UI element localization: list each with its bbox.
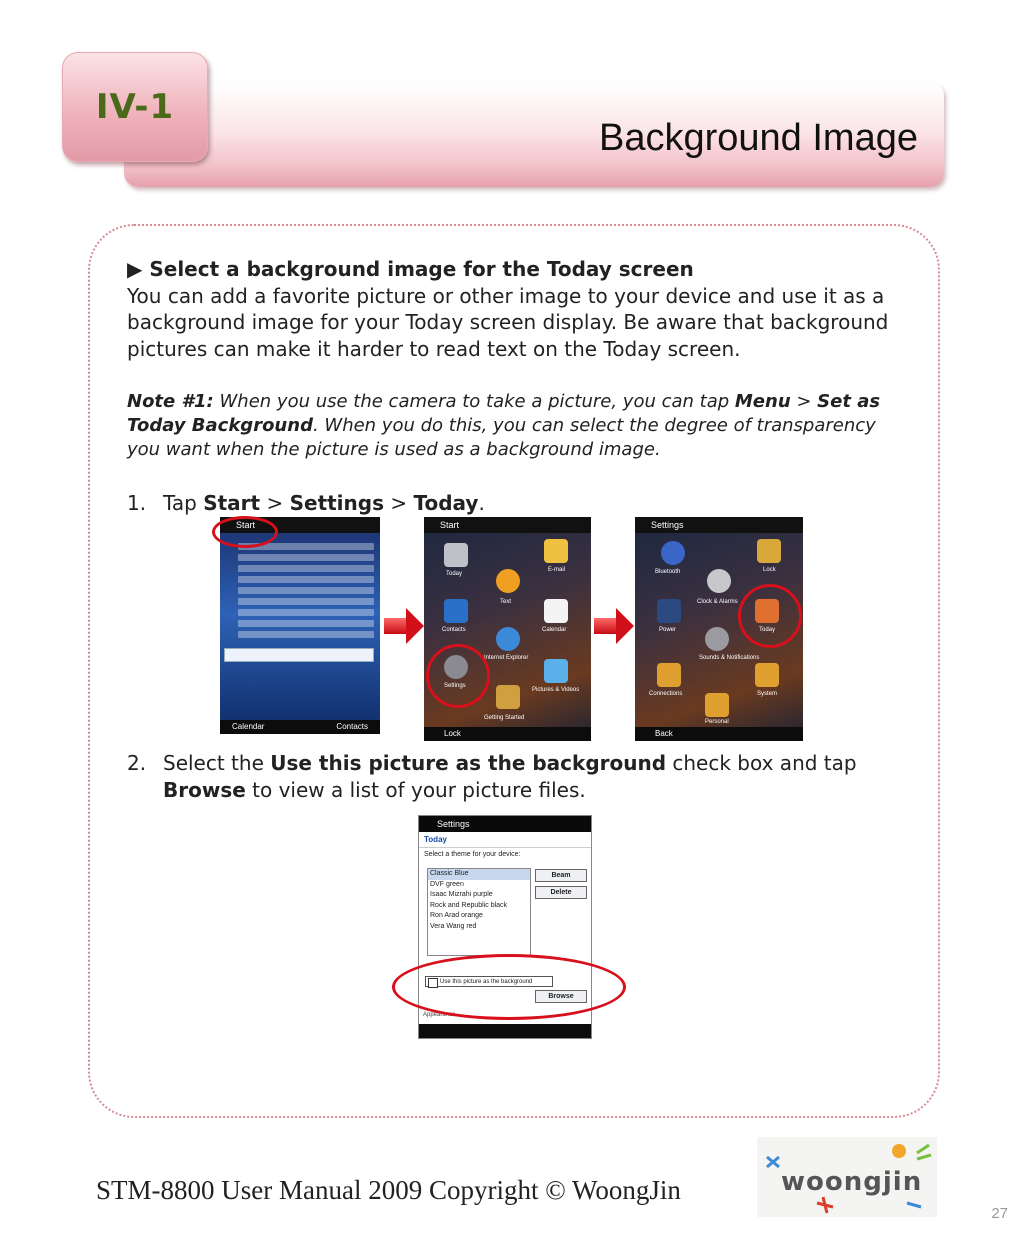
tile-label-pictures: Pictures & Videos <box>532 687 580 693</box>
tile-label-today: Today <box>759 627 776 633</box>
phone3-titlebar: Settings <box>635 517 803 533</box>
softkey-lock: Lock <box>444 729 461 738</box>
today-row <box>238 609 374 616</box>
phone2-titlebar: Start <box>424 517 591 533</box>
tile-label-calendar: Calendar <box>542 627 567 633</box>
step-2-browse: Browse <box>163 777 246 802</box>
theme-item: Ron Arad orange <box>430 912 483 919</box>
phone3-softkeys <box>635 727 803 741</box>
note-text-2: . When you do this, you can select the degree of transparency you want when the picture is used as a background image. <box>127 415 876 460</box>
tile-label-system: System <box>757 691 778 697</box>
page-number: 27 <box>991 1205 1008 1222</box>
tile-label-ie: Internet Explorer <box>484 655 529 661</box>
phone4-titlebar: Settings <box>419 816 591 832</box>
page-title: Background Image <box>599 117 918 159</box>
today-row <box>238 620 374 627</box>
browse-button: Browse <box>535 990 587 1003</box>
step-1-tap: Tap <box>163 491 204 515</box>
tile-label-power: Power <box>659 627 677 633</box>
arrow-right-icon <box>594 608 638 644</box>
today-screen-screenshot <box>220 517 380 734</box>
tile-label-bluetooth: Bluetooth <box>655 569 681 575</box>
text-icon <box>496 569 520 593</box>
use-picture-label: Use this picture as the background <box>440 979 533 985</box>
theme-item: Classic Blue <box>428 869 530 880</box>
beam-button: Beam <box>535 869 587 882</box>
contacts-icon <box>444 599 468 623</box>
phone4-subtitle: Today <box>419 832 591 848</box>
note-label: Note #1: <box>127 391 214 412</box>
woongjin-logo <box>757 1137 937 1217</box>
tile-label-text: Text <box>500 599 512 605</box>
note-text-1: When you use the camera to take a picture, you can tap <box>219 391 735 412</box>
delete-button: Delete <box>535 886 587 899</box>
sounds-icon <box>705 627 729 651</box>
chapter-tab <box>62 52 208 162</box>
phone1-titlebar: Start <box>220 517 380 533</box>
step-1-today: Today <box>413 491 479 515</box>
today-row <box>238 631 374 638</box>
connections-icon <box>657 663 681 687</box>
tile-label-today: Today <box>446 571 463 577</box>
tile-label-personal: Personal <box>705 719 729 725</box>
chapter-label: IV-1 <box>95 87 175 127</box>
theme-item: Isaac Mizrahi purple <box>430 891 493 898</box>
tile-label-email: E-mail <box>548 567 566 573</box>
step-1-settings: Settings <box>289 491 384 515</box>
note-set-as: Set as Today Background <box>127 391 881 436</box>
step-2 <box>127 750 902 803</box>
today-row <box>238 565 374 572</box>
bluetooth-icon <box>661 541 685 565</box>
clock-icon <box>707 569 731 593</box>
power-icon <box>657 599 681 623</box>
note-sep: > <box>790 391 818 412</box>
theme-item: Vera Wang red <box>430 922 477 930</box>
appearance-tab: Appearance <box>423 1012 456 1018</box>
internet-explorer-icon <box>496 627 520 651</box>
today-row <box>238 576 374 583</box>
softkey-calendar: Calendar <box>232 722 265 731</box>
lock-icon <box>757 539 781 563</box>
softkey-contacts: Contacts <box>336 722 368 731</box>
step-2-text-1: Select the <box>163 751 271 775</box>
theme-list <box>427 868 531 956</box>
pictures-icon <box>544 659 568 683</box>
step-1-sep-1: > <box>260 491 290 515</box>
intro-paragraph: You can add a favorite picture or other image to your device and use it as a background image for your Today screen display. Be aware that background pictures can make it harder to read text on the Today screen. <box>127 283 889 361</box>
step-2-number: 2. <box>127 751 147 775</box>
theme-item: DVF green <box>430 880 464 888</box>
arrow-right-icon <box>384 608 428 644</box>
today-row <box>238 554 374 561</box>
tile-label-sounds: Sounds & Notifications <box>699 655 760 661</box>
tile-label-connections: Connections <box>649 691 683 697</box>
step-2-checkbox-name: Use this picture as the background <box>270 751 667 775</box>
section-heading: ▶ Select a background image for the Today screen <box>127 257 694 281</box>
highlight-checkbox-ring <box>392 954 626 1020</box>
theme-item: Rock and Republic black <box>430 901 508 909</box>
highlight-start-ring <box>212 516 278 548</box>
step-2-text-3: to view a list of your picture files. <box>245 777 586 802</box>
getting-started-icon <box>496 685 520 709</box>
system-icon <box>755 663 779 687</box>
today-search-box <box>224 648 374 662</box>
step-1-end: . <box>478 491 485 515</box>
step-1 <box>127 490 902 517</box>
note-menu: Menu <box>734 391 791 412</box>
logo-wordmark: woongjin <box>781 1167 923 1197</box>
step-1-number: 1. <box>127 491 147 515</box>
highlight-today-ring <box>738 584 802 648</box>
phone4-softkeys <box>419 1024 591 1038</box>
tile-label-settings: Settings <box>444 683 466 689</box>
theme-select-label: Select a theme for your device: <box>424 851 521 858</box>
highlight-settings-ring <box>426 644 490 708</box>
email-icon <box>544 539 568 563</box>
title-bar <box>124 83 944 187</box>
today-row <box>238 587 374 594</box>
tile-label-clock: Clock & Alarms <box>697 599 738 605</box>
phone1-softkeys <box>220 720 380 734</box>
step-1-start: Start <box>203 491 261 515</box>
step-1-sep-2: > <box>384 491 414 515</box>
phone2-softkeys <box>424 727 591 741</box>
note-paragraph <box>127 390 902 462</box>
step-2-text-2: check box and tap <box>666 751 857 775</box>
content-body <box>127 256 902 517</box>
today-icon <box>444 543 468 567</box>
today-row <box>238 598 374 605</box>
tile-label-getting-started: Getting Started <box>484 715 525 721</box>
softkey-back: Back <box>655 729 673 738</box>
tile-label-lock: Lock <box>763 567 776 573</box>
footer-copyright: STM-8800 User Manual 2009 Copyright © WoongJin <box>96 1175 681 1205</box>
start-menu-screenshot <box>424 517 591 741</box>
tile-label-contacts: Contacts <box>442 627 466 633</box>
calendar-icon <box>544 599 568 623</box>
personal-icon <box>705 693 729 717</box>
